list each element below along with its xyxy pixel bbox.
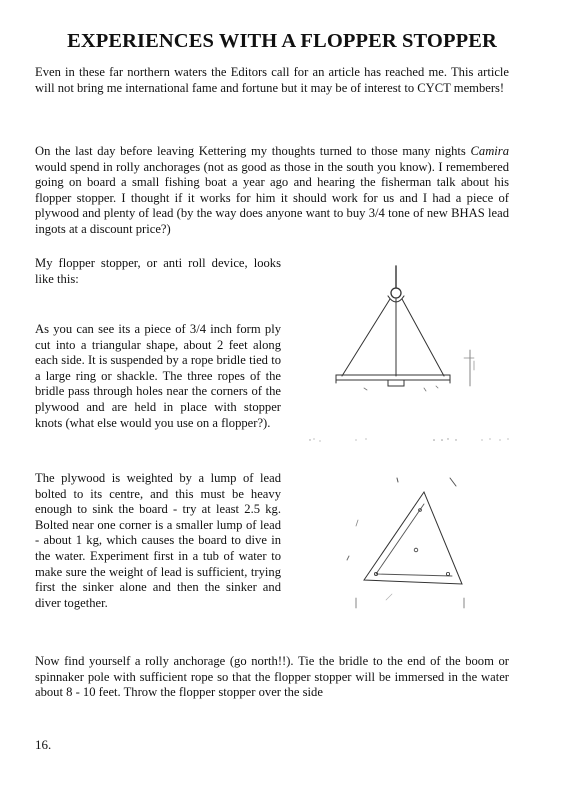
weighting-paragraph: The plywood is weighted by a lump of lead bolted to its centre, and this must be heavy enough to sink the board - try at least 2.5 kg. Bolted near one corner is a smaller lump of lead - about 1 kg, which causes the board to dive in the water. Experiment first in a tub of water to make sure the weight of lead is sufficient, trying first the sinker alone and then the sinker and diver together. xyxy=(35,471,281,610)
kettering-text-end: would spend in rolly anchorages (not as good as those in the south you know). I remembered going on board a small fishing boat a year ago and hearing the fisherman talk about his flopper stopper. I thought if it works for him it should work for us and I had a piece of plywood and plenty of lead (by the way does anyone want to buy 3/4 tone of new BHAS lead ingots at a discount price?) xyxy=(35,159,509,236)
bridle-rope-right xyxy=(402,299,444,376)
centre-lead xyxy=(414,548,418,552)
page-title: EXPERIENCES WITH A FLOPPER STOPPER xyxy=(67,30,497,52)
kettering-text-start: On the last day before leaving Kettering my thoughts turned to those many nights xyxy=(35,144,471,158)
kettering-paragraph xyxy=(35,144,509,238)
flopper-stopper-side-view-illustration xyxy=(296,258,524,450)
construction-paragraph: As you can see its a piece of 3/4 inch form ply cut into a triangular shape, about 2 feet along each side. It is suspended by a rope bridle tied to a large ring or shackle. The three ropes of the bridle pass through holes near the corners of the plywood and are held in place with stopper knots (what else would you use on a flopper?). xyxy=(35,322,281,430)
usage-paragraph: Now find yourself a rolly anchorage (go north!!). Tie the bridle to the end of the boom or spinnaker pole with sufficient rope so that the flopper stopper will be immersed in the water about 8 - 10 feet. Throw the flopper stopper over the side xyxy=(35,654,509,700)
bridle-rope-left xyxy=(342,299,390,376)
plywood-board xyxy=(336,375,450,380)
top-view-drawing xyxy=(336,470,486,622)
intro-paragraph: Even in these far northern waters the Editors call for an article has reached me. This article will not bring me international fame and fortune but it may be of interest to CYCT members! xyxy=(35,65,509,95)
flopper-stopper-top-view-illustration xyxy=(336,470,486,622)
device-intro-paragraph: My flopper stopper, or anti roll device, looks like this: xyxy=(35,256,281,286)
boat-name: Camira xyxy=(470,144,509,158)
ring-icon xyxy=(391,288,401,298)
lead-weight xyxy=(388,380,404,386)
side-view-drawing xyxy=(296,258,524,450)
page-number: 16. xyxy=(35,737,52,752)
